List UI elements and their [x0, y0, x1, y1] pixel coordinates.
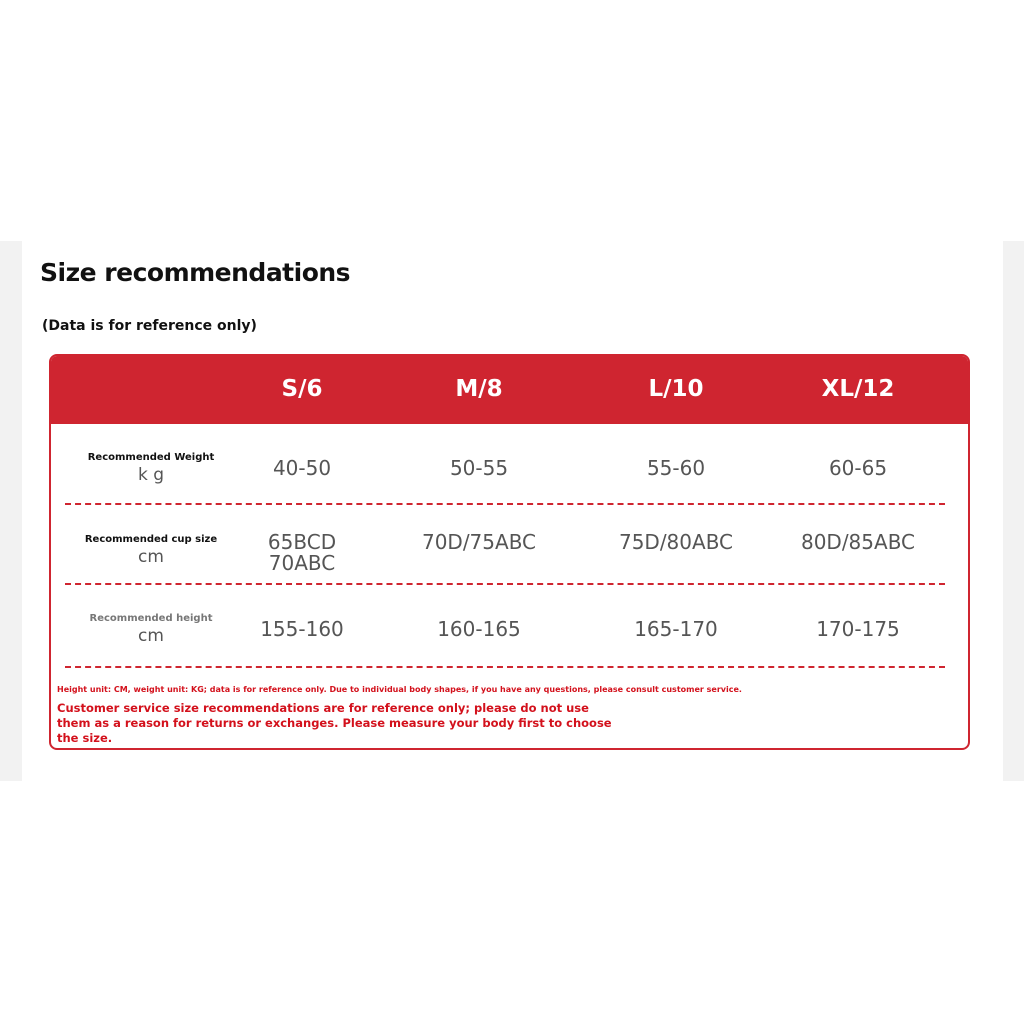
table-cell: 160-165: [437, 617, 521, 641]
table-cell: 60-65: [828, 456, 888, 480]
row-name: Recommended Weight: [87, 452, 215, 463]
table-cell: 155-160: [260, 617, 344, 641]
page-subtitle: (Data is for reference only): [42, 318, 257, 334]
table-cell: 80D/85ABC: [800, 530, 916, 554]
table-cell: 50-55: [449, 456, 509, 480]
size-header-m: M/8: [455, 376, 503, 402]
row-unit: k g: [137, 465, 165, 485]
row-divider: [65, 583, 945, 585]
size-header-s: S/6: [281, 376, 323, 402]
row-unit: cm: [138, 547, 164, 567]
table-cell: 55-60: [646, 456, 706, 480]
disclaimer-note: Customer service size recommendations are for reference only; please do not use them as a reason for returns or exchanges. Please measure your body first to choose the size.: [57, 701, 612, 745]
table-cell: 70D/75ABC: [421, 530, 537, 554]
table-cell: 75D/80ABC: [618, 530, 734, 554]
row-divider: [65, 503, 945, 505]
row-label-weight: [81, 452, 221, 485]
page-title: Size recommendations: [40, 258, 351, 287]
table-cell: 170-175: [816, 617, 900, 641]
size-header-xl: XL/12: [821, 376, 895, 402]
table-cell: 40-50: [272, 456, 332, 480]
size-table: [49, 354, 970, 750]
row-name: Recommended height: [89, 613, 213, 624]
size-header-l: L/10: [648, 376, 704, 402]
size-table-header: [51, 356, 968, 424]
row-divider: [65, 666, 945, 668]
row-name: Recommended cup size: [84, 534, 218, 545]
table-cell: 165-170: [634, 617, 718, 641]
row-label-height: [81, 613, 221, 646]
row-unit: cm: [138, 626, 164, 646]
table-cell: 65BCD 70ABC: [267, 530, 337, 575]
row-label-cup-size: [81, 534, 221, 567]
unit-note: Height unit: CM, weight unit: KG; data is for reference only. Due to individual body shapes, if you have any questions, please consult customer service.: [57, 685, 742, 694]
